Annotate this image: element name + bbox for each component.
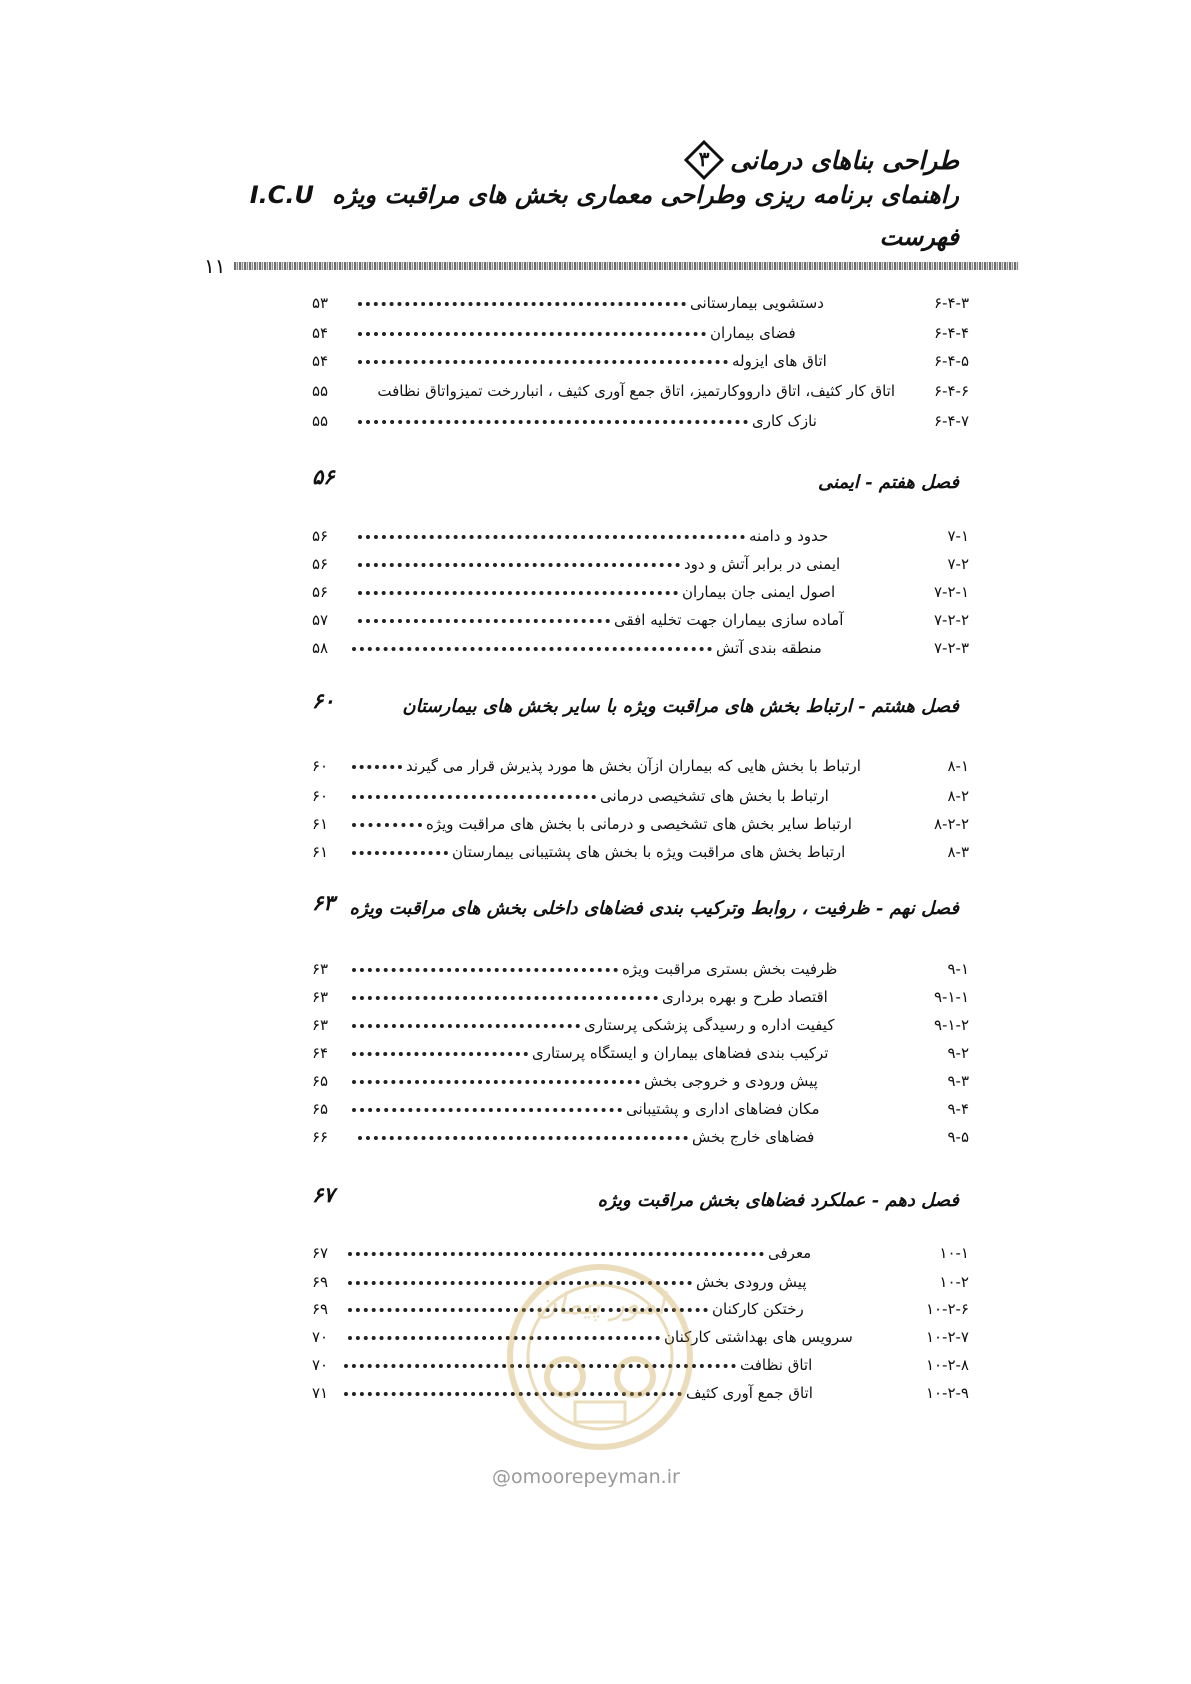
- toc-entry-number: ۸-۳: [947, 843, 969, 861]
- contents-heading: فهرست: [879, 222, 959, 251]
- toc-dot-leader: [352, 996, 658, 1000]
- toc-entry-number: ۶-۴-۴: [934, 324, 969, 342]
- toc-entry-title: آماده سازی بیماران جهت تخلیه افقی: [614, 611, 844, 629]
- toc-entry-title: ارتباط با بخش هایی که بیماران ازآن بخش ها مورد پذیرش قرار می گیرند: [406, 757, 861, 775]
- toc-entry: [0, 637, 1191, 663]
- toc-entry-title: ارتباط بخش های مراقبت ویژه با بخش های پشتیبانی بیمارستان: [452, 843, 846, 861]
- toc-dot-leader: [358, 1136, 688, 1140]
- chapter-heading: [0, 464, 1191, 504]
- book-subtitle-text: راهنمای برنامه ریزی وطراحی معماری بخش های مراقبت ویژه: [332, 180, 959, 209]
- toc-entry-page: ۶۳: [312, 1016, 329, 1034]
- toc-entry-title: ظرفیت بخش بستری مراقبت ویژه: [622, 960, 838, 978]
- toc-entry-title: مکان فضاهای اداری و پشتیبانی: [626, 1100, 820, 1118]
- toc-entry-title: ارتباط سایر بخش های تشخیصی و درمانی با بخش های مراقبت ویژه: [426, 815, 852, 833]
- chapter-title: فصل هشتم - ارتباط بخش های مراقبت ویژه با سایر بخش های بیمارستان: [402, 696, 959, 717]
- toc-entry: [0, 986, 1191, 1012]
- toc-dot-leader: [352, 795, 596, 799]
- toc-entry-title: پیش ورودی و خروجی بخش: [644, 1072, 818, 1090]
- toc-dot-leader: [352, 851, 448, 855]
- toc-entry-title: منطقه بندی آتش: [716, 639, 822, 657]
- toc-entry-page: ۵۶: [312, 527, 329, 545]
- toc-entry-number: ۱۰-۲-۸: [925, 1356, 969, 1374]
- toc-entry-page: ۶۹: [312, 1273, 329, 1291]
- chapter-title: فصل دهم - عملکرد فضاهای بخش مراقبت ویژه: [597, 1190, 959, 1211]
- toc-entry-title: رختکن کارکنان: [712, 1300, 804, 1318]
- volume-diamond-icon: [684, 140, 724, 180]
- toc-entry-number: ۸-۲: [947, 787, 969, 805]
- toc-entry-number: ۷-۲-۱: [934, 583, 969, 601]
- chapter-page: ۶۷: [312, 1182, 335, 1207]
- toc-entry: [0, 1070, 1191, 1096]
- toc-dot-leader: [352, 1080, 640, 1084]
- toc-entry-number: ۶-۴-۵: [934, 352, 969, 370]
- toc-entry-page: ۶۷: [312, 1244, 329, 1262]
- toc-entry-page: ۶۴: [312, 1044, 329, 1062]
- toc-dot-leader: [358, 619, 610, 623]
- toc-entry: [0, 958, 1191, 984]
- book-title-text: طراحی بناهای درمانی: [730, 145, 959, 175]
- toc-entry: [0, 410, 1191, 436]
- toc-entry-number: ۹-۱: [947, 960, 969, 978]
- toc-entry-number: ۱۰-۲: [939, 1273, 969, 1291]
- toc-entry: [0, 553, 1191, 579]
- toc-entry-page: ۶۳: [312, 960, 329, 978]
- toc-entry-number: ۱۰-۱: [939, 1244, 969, 1262]
- chapter-title: فصل هفتم - ایمنی: [818, 472, 959, 493]
- toc-entry-page: ۶۹: [312, 1300, 329, 1318]
- seal-watermark-icon: [505, 1262, 695, 1452]
- toc-entry-page: ۶۰: [312, 757, 329, 775]
- toc-entry-number: ۶-۴-۷: [934, 412, 969, 430]
- toc-entry-title: دستشویی بیمارستانی: [690, 294, 824, 312]
- chapter-title: فصل نهم - ظرفیت ، روابط وترکیب بندی فضاهای داخلی بخش های مراقبت ویژه: [349, 898, 959, 919]
- toc-dot-leader: [352, 968, 618, 972]
- toc-entry: [0, 1126, 1191, 1152]
- toc-dot-leader: [358, 302, 686, 306]
- seal-text: امور پیمان: [535, 1287, 665, 1322]
- toc-entry: [0, 292, 1191, 318]
- toc-entry: [0, 581, 1191, 607]
- chapter-heading: [0, 890, 1191, 930]
- toc-entry: [0, 755, 1191, 781]
- toc-entry-number: ۷-۲: [947, 555, 969, 573]
- chapter-heading: [0, 1182, 1191, 1222]
- toc-entry-page: ۶۵: [312, 1100, 329, 1118]
- toc-entry-title: پیش ورودی بخش: [696, 1273, 807, 1291]
- toc-entry-number: ۷-۲-۳: [934, 639, 969, 657]
- toc-entry-page: ۶۰: [312, 787, 329, 805]
- toc-dot-leader: [358, 332, 706, 336]
- volume-number: ۳: [698, 147, 710, 171]
- toc-entry: [0, 350, 1191, 376]
- toc-entry: [0, 322, 1191, 348]
- toc-entry: [0, 609, 1191, 635]
- toc-entry-page: ۵۵: [312, 382, 329, 400]
- toc-dot-leader: [352, 647, 712, 651]
- toc-entry-page: ۶۳: [312, 988, 329, 1006]
- toc-entry-title: اقتصاد طرح و بهره برداری: [662, 988, 828, 1006]
- toc-entry-page: ۷۰: [312, 1328, 329, 1346]
- toc-entry-title: اتاق نظافت: [740, 1356, 813, 1374]
- website-watermark: @omoorepeyman.ir: [492, 1466, 680, 1488]
- toc-entry-page: ۶۱: [312, 815, 329, 833]
- toc-entry-page: ۵۴: [312, 352, 329, 370]
- toc-entry-number: ۸-۱: [947, 757, 969, 775]
- toc-dot-leader: [358, 420, 748, 424]
- book-subtitle: [250, 180, 959, 209]
- toc-entry-title: اتاق های ایزوله: [732, 352, 827, 370]
- icu-label: I.C.U: [249, 180, 314, 209]
- toc-dot-leader: [352, 1024, 580, 1028]
- toc-entry-page: ۵۶: [312, 555, 329, 573]
- toc-entry-number: ۶-۴-۶: [934, 382, 969, 400]
- toc-entry-page: ۵۸: [312, 639, 329, 657]
- toc-entry-number: ۶-۴-۳: [934, 294, 969, 312]
- toc-entry-number: ۱۰-۲-۷: [925, 1328, 969, 1346]
- toc-entry-title: ارتباط با بخش های تشخیصی درمانی: [600, 787, 829, 805]
- toc-dot-leader: [358, 563, 680, 567]
- toc-entry-number: ۹-۴: [947, 1100, 969, 1118]
- toc-entry-number: ۹-۱-۱: [934, 988, 969, 1006]
- chapter-page: ۶۳: [312, 890, 335, 915]
- chapter-page: ۶۰: [312, 688, 335, 713]
- toc-entry-page: ۶۵: [312, 1072, 329, 1090]
- toc-entry: [0, 525, 1191, 551]
- toc-entry-number: ۹-۳: [947, 1072, 969, 1090]
- toc-dot-leader: [358, 360, 728, 364]
- toc-entry-page: ۵۳: [312, 294, 329, 312]
- toc-entry-number: ۹-۵: [947, 1128, 969, 1146]
- toc-dot-leader: [352, 765, 402, 769]
- page-number: ۱۱: [204, 254, 226, 278]
- toc-entry-title: ترکیب بندی فضاهای بیماران و ایستگاه پرستاری: [532, 1044, 829, 1062]
- toc-entry-page: ۵۴: [312, 324, 329, 342]
- toc-entry-title: فضای بیماران: [710, 324, 796, 342]
- toc-entry: [0, 1098, 1191, 1124]
- toc-entry-title: حدود و دامنه: [749, 527, 829, 545]
- toc-entry-title: فضاهای خارج بخش: [692, 1128, 815, 1146]
- toc-entry: [0, 813, 1191, 839]
- toc-entry-number: ۸-۲-۲: [934, 815, 969, 833]
- toc-entry-number: ۱۰-۲-۶: [925, 1300, 969, 1318]
- toc-entry-title: اتاق جمع آوری کثیف: [686, 1384, 813, 1402]
- toc-entry-title: سرویس های بهداشتی کارکنان: [664, 1328, 853, 1346]
- toc-dot-leader: [358, 591, 678, 595]
- toc-entry-title: معرفی: [768, 1244, 812, 1262]
- toc-entry-page: ۵۵: [312, 412, 329, 430]
- toc-dot-leader: [352, 1108, 622, 1112]
- toc-entry-title: کیفیت اداره و رسیدگی پزشکی پرستاری: [584, 1016, 835, 1034]
- toc-entry: [0, 380, 1191, 406]
- header-divider: [234, 262, 1019, 270]
- toc-entry: [0, 841, 1191, 867]
- chapter-page: ۵۶: [312, 464, 335, 489]
- toc-entry-number: ۷-۲-۲: [934, 611, 969, 629]
- toc-entry: [0, 1014, 1191, 1040]
- toc-entry-number: ۹-۲: [947, 1044, 969, 1062]
- toc-dot-leader: [352, 823, 422, 827]
- toc-entry-page: ۵۷: [312, 611, 329, 629]
- toc-entry-title: اتاق کار کثیف، اتاق داروو‌کارتمیز، اتاق جمع آوری کثیف ، انباررخت تمیزواتاق نظافت: [377, 382, 895, 400]
- toc-entry-title: ایمنی در برابر آتش و دود: [684, 555, 841, 573]
- toc-entry-page: ۶۱: [312, 843, 329, 861]
- toc-entry-number: ۷-۱: [947, 527, 969, 545]
- toc-entry: [0, 1042, 1191, 1068]
- toc-entry-page: ۵۶: [312, 583, 329, 601]
- toc-dot-leader: [348, 1252, 764, 1256]
- toc-entry-title: نازک کاری: [752, 412, 817, 430]
- toc-entry-title: اصول ایمنی جان بیماران: [682, 583, 836, 601]
- toc-entry-page: ۷۰: [312, 1356, 329, 1374]
- toc-dot-leader: [358, 535, 745, 539]
- chapter-heading: [0, 688, 1191, 728]
- toc-entry-page: ۷۱: [312, 1384, 329, 1402]
- book-title: [684, 140, 959, 180]
- toc-entry: [0, 785, 1191, 811]
- toc-entry-number: ۱۰-۲-۹: [925, 1384, 969, 1402]
- toc-dot-leader: [352, 1052, 528, 1056]
- toc-entry-page: ۶۶: [312, 1128, 329, 1146]
- toc-entry-number: ۹-۱-۲: [934, 1016, 969, 1034]
